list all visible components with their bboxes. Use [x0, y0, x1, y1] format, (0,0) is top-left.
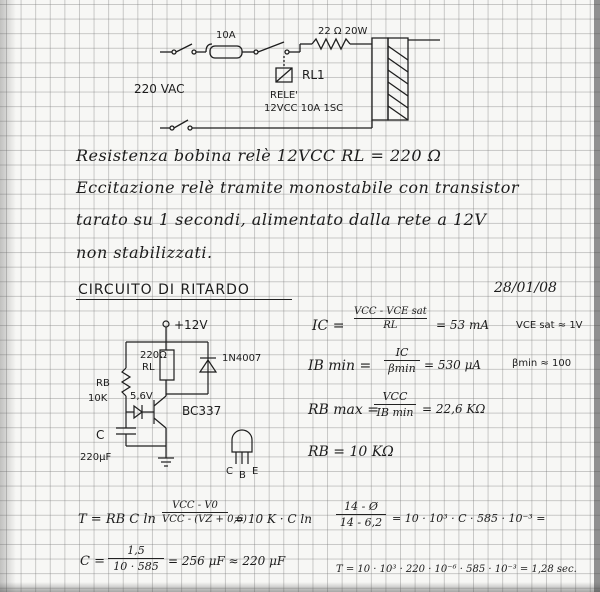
t-fraction-2 — [336, 500, 386, 529]
t-numerator-2: 14 - Ø — [344, 500, 378, 513]
ic-numerator: VCC - VCE sat — [354, 306, 427, 317]
rb-denominator: IB min — [376, 406, 414, 419]
section-title: CIRCUITO DI RITARDO — [78, 282, 250, 298]
c-numerator: 1,5 — [127, 544, 145, 557]
note-line-1: Resistenza bobina relè 12VCC RL = 220 Ω — [76, 146, 442, 165]
rb-numerator: VCC — [382, 390, 408, 403]
ib-denominator: βmin — [388, 362, 416, 375]
rb-value: 10K — [88, 393, 108, 404]
transistor-label: BC337 — [182, 404, 222, 418]
supply-voltage: +12V — [174, 318, 208, 332]
ib-lhs: IB min = — [308, 358, 372, 374]
c-fraction — [108, 544, 164, 573]
zener-label: 5,6V — [130, 391, 153, 402]
cap-value: 220μF — [80, 452, 112, 463]
relay-value: 220Ω — [140, 350, 167, 361]
rb-lhs: RB max = — [308, 402, 379, 418]
c-lhs: C = — [80, 554, 105, 569]
resistor-label: 22 Ω 20W — [318, 26, 368, 37]
vce-note: VCE sat ≈ 1V — [516, 320, 583, 331]
ib-fraction — [384, 346, 420, 375]
fuse-label: 10A — [216, 30, 236, 41]
ic-fraction — [354, 306, 427, 331]
diode-label: 1N4007 — [222, 353, 262, 364]
c-result: = 256 μF ≈ 220 μF — [168, 554, 286, 568]
t-denominator: VCC - (VZ + 0,6) — [162, 514, 247, 525]
t-numerator: VCC - V0 — [172, 500, 218, 511]
pin-c: C — [226, 466, 233, 477]
ib-result: = 530 μA — [424, 358, 482, 372]
ic-lhs: IC = — [312, 318, 345, 334]
relay-name: RL — [142, 362, 155, 373]
pin-e: E — [252, 466, 259, 477]
note-line-3: tarato su 1 secondi, alimentato dalla rete a 12V — [76, 210, 487, 229]
ic-denominator: RL — [383, 320, 398, 331]
t-fraction — [162, 500, 247, 525]
t-result: = 10 · 10³ · C · 585 · 10⁻³ = — [392, 512, 546, 525]
rb-result: = 22,6 KΩ — [422, 402, 486, 416]
note-line-4: non stabilizzati. — [76, 243, 213, 262]
rb-final: RB = 10 KΩ — [308, 444, 394, 460]
relay-caption-line2: 12VCC 10A 1SC — [264, 103, 344, 114]
relay-caption-line1: RELE' — [270, 90, 298, 101]
beta-note: βmin ≈ 100 — [512, 358, 572, 369]
t-mid: = 10 K · C ln — [234, 512, 312, 526]
t-check: T = 10 · 10³ · 220 · 10⁻⁶ · 585 · 10⁻³ = 1,28 sec. — [336, 564, 577, 575]
ib-numerator: IC — [395, 346, 409, 359]
supply-label: 220 VAC — [134, 82, 185, 96]
t-lhs: T = RB C ln — [78, 512, 156, 527]
section-date: 28/01/08 — [494, 280, 557, 296]
pin-b: B — [239, 470, 246, 481]
t-denominator-2: 14 - 6,2 — [339, 516, 383, 529]
relay-label: RL1 — [302, 68, 325, 82]
rb-name: RB — [96, 378, 110, 389]
ic-result: = 53 mA — [436, 318, 489, 332]
rb-fraction — [374, 390, 416, 419]
c-denominator: 10 · 585 — [113, 560, 159, 573]
cap-name: C — [96, 428, 105, 442]
note-line-2: Eccitazione relè tramite monostabile con transistor — [76, 178, 520, 197]
